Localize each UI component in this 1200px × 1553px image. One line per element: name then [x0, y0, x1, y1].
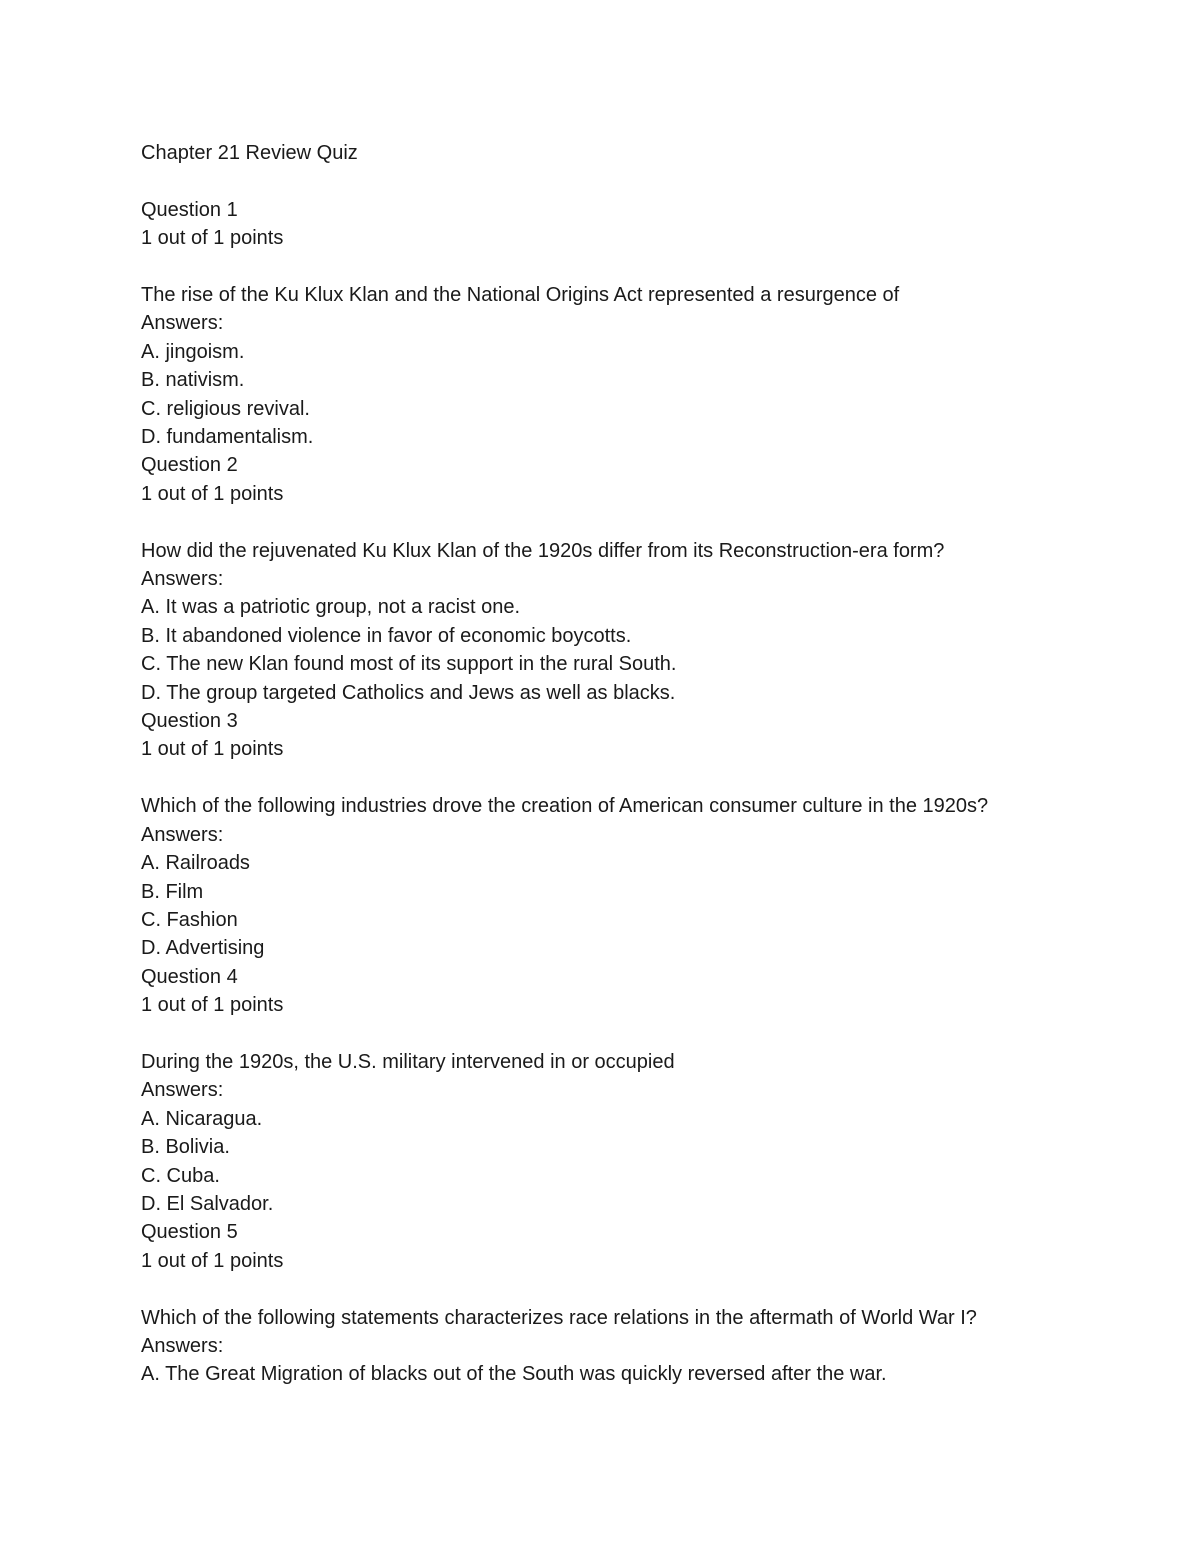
question-prompt: The rise of the Ku Klux Klan and the National Origins Act represented a resurgence of: [141, 284, 900, 306]
question-heading: Question 5: [141, 1221, 238, 1244]
question-heading: Question 4: [141, 965, 238, 988]
question-points: 1 out of 1 points: [141, 1249, 284, 1272]
question-points: 1 out of 1 points: [141, 738, 284, 761]
answer-option: D. fundamentalism.: [141, 426, 314, 449]
spacer: [141, 253, 1141, 281]
spacer: [141, 1020, 1141, 1048]
question-block: [141, 707, 1141, 963]
answers-label: Answers:: [141, 1079, 224, 1102]
answer-option: A. The Great Migration of blacks out of the South was quickly reversed after the war.: [141, 1363, 887, 1386]
question-points: 1 out of 1 points: [141, 994, 284, 1017]
answer-option: A. jingoism.: [141, 340, 245, 363]
question-heading: Question 1: [141, 198, 238, 221]
answer-option: B. Bolivia.: [141, 1136, 230, 1159]
answer-option: A. Railroads: [141, 852, 250, 875]
question-prompt: Which of the following industries drove the creation of American consumer culture in the 1920s?: [141, 795, 989, 818]
question-prompt: During the 1920s, the U.S. military intervened in or occupied: [141, 1050, 675, 1073]
spacer: [141, 1275, 1141, 1303]
answer-option: A. Nicaragua.: [141, 1107, 263, 1130]
answer-option: D. Advertising: [141, 937, 265, 960]
question-points: 1 out of 1 points: [141, 482, 284, 505]
answer-option: C. Fashion: [141, 908, 238, 931]
spacer: [141, 764, 1141, 792]
answer-option: D. The group targeted Catholics and Jews as well as blacks.: [141, 681, 676, 704]
answer-option: D. El Salvador.: [141, 1192, 274, 1215]
question-prompt: How did the rejuvenated Ku Klux Klan of the 1920s differ from its Reconstruction-era form?: [141, 539, 945, 562]
quiz-document: [141, 139, 1141, 1389]
answers-label: Answers:: [141, 568, 224, 591]
answer-option: A. It was a patriotic group, not a racist one.: [141, 596, 521, 619]
spacer: [141, 508, 1141, 536]
question-block: [141, 963, 1141, 1219]
document-title: Chapter 21 Review Quiz: [141, 142, 358, 164]
answer-option: B. It abandoned violence in favor of economic boycotts.: [141, 624, 632, 647]
answer-option: B. nativism.: [141, 369, 245, 392]
answer-option: C. religious revival.: [141, 397, 310, 420]
answer-option: C. Cuba.: [141, 1164, 220, 1187]
question-block: [141, 1218, 1141, 1388]
answers-label: Answers:: [141, 312, 224, 335]
question-heading: Question 3: [141, 710, 238, 733]
question-heading: Question 2: [141, 454, 238, 477]
question-prompt: Which of the following statements characterizes race relations in the aftermath of World War I?: [141, 1306, 977, 1329]
spacer: [141, 167, 1141, 195]
question-block: [141, 451, 1141, 707]
answer-option: C. The new Klan found most of its support in the rural South.: [141, 653, 677, 676]
question-block: [141, 196, 1141, 452]
answer-option: B. Film: [141, 880, 204, 903]
answers-label: Answers:: [141, 1334, 224, 1357]
question-points: 1 out of 1 points: [141, 227, 284, 250]
answers-label: Answers:: [141, 823, 224, 846]
